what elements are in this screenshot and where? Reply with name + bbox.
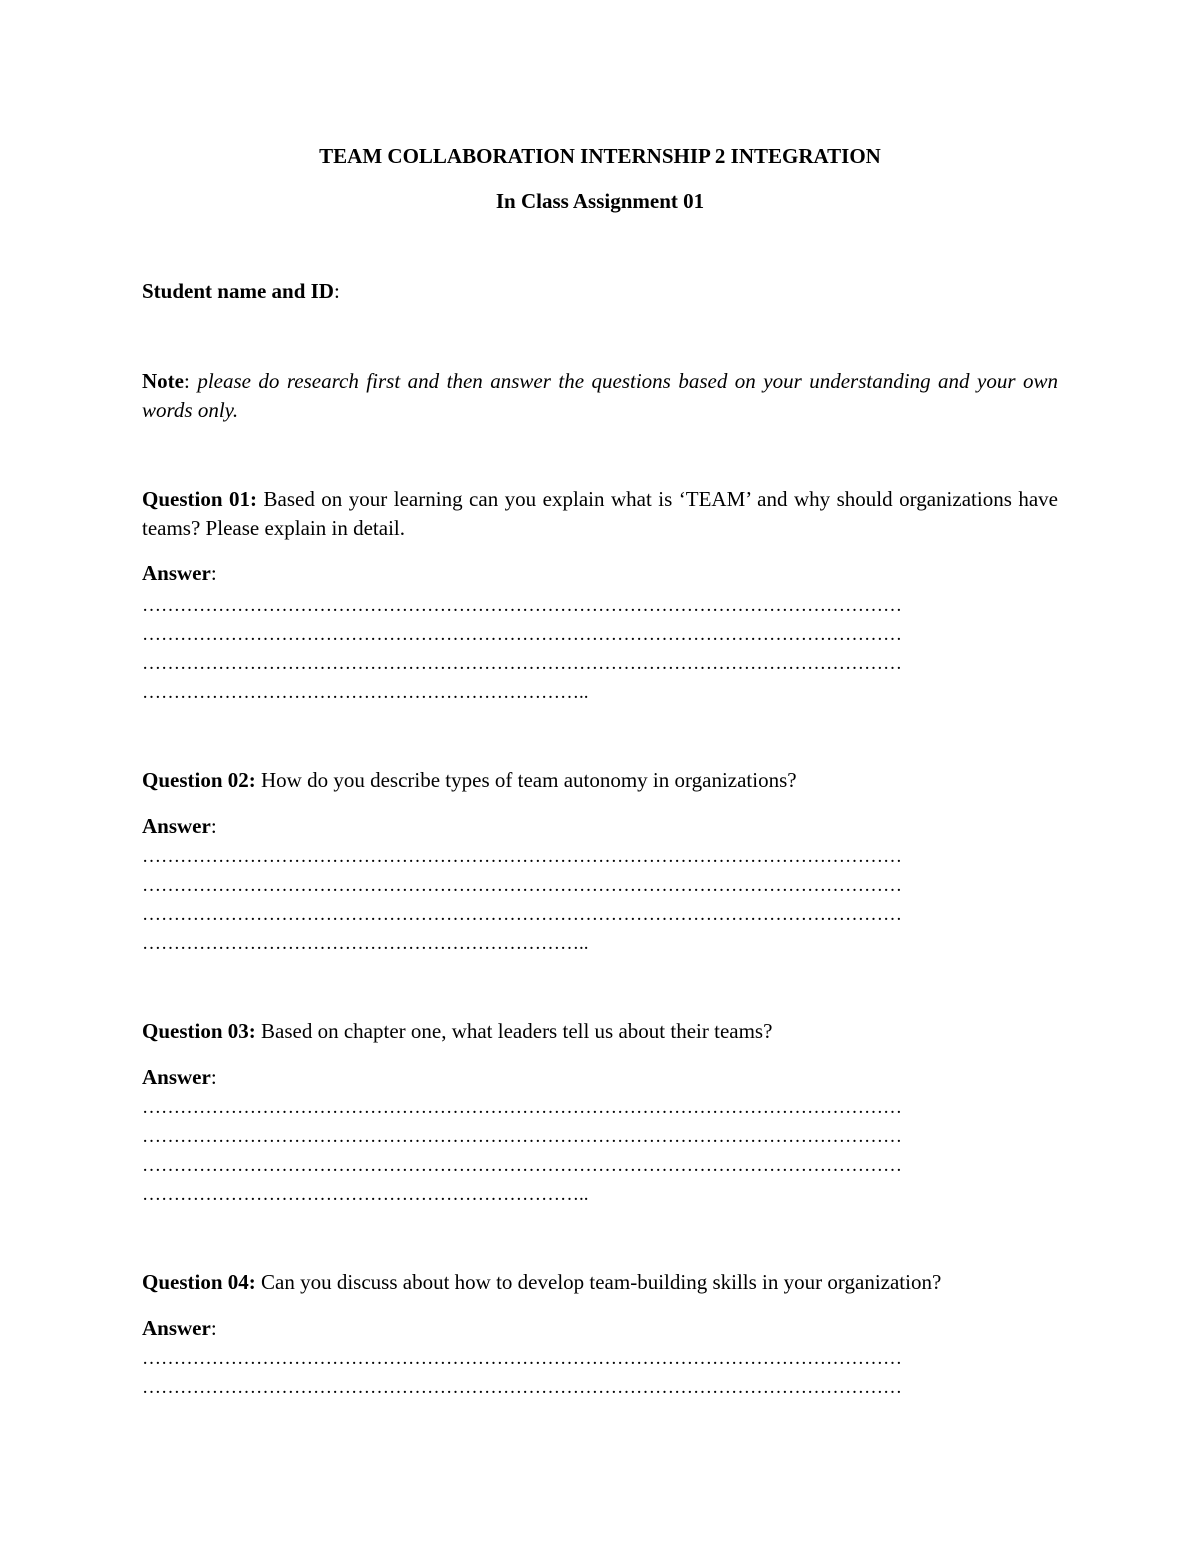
answer-dotted-line[interactable]: ………………………………………………………………………………………………………… — [142, 1156, 902, 1176]
document-title: TEAM COLLABORATION INTERNSHIP 2 INTEGRATION — [319, 144, 881, 168]
answer-dotted-line[interactable]: ………………………………………………………………………………………………………… — [142, 905, 902, 925]
student-name-id-colon: : — [333, 279, 340, 303]
note-colon: : — [183, 369, 190, 393]
question-label: Question 03: — [142, 1019, 256, 1043]
question-text: Based on your learning can you explain what is ‘TEAM’ and why should organizations have teams? Please explain in detail. — [142, 487, 1058, 540]
answer-colon: : — [210, 814, 217, 838]
answer-colon: : — [210, 1316, 217, 1340]
student-name-id-label: Student name and ID — [142, 279, 334, 303]
answer-dotted-line[interactable]: ………………………………………………………………………………………………………… — [142, 1098, 902, 1118]
answer-label-text: Answer — [142, 1065, 211, 1089]
note-label: Note — [142, 369, 184, 393]
note-text: please do research first and then answer the questions based on your understanding and your own words only. — [142, 369, 1059, 422]
answer-label-01 — [142, 561, 217, 586]
question-label: Question 02: — [142, 768, 256, 792]
question-label: Question 04: — [142, 1270, 256, 1294]
question-text: Can you discuss about how to develop team-building skills in your organization? — [261, 1270, 942, 1294]
question-text: Based on chapter one, what leaders tell us about their teams? — [261, 1019, 773, 1043]
answer-dotted-line[interactable]: ………………………………………………………………………………………………………… — [142, 847, 902, 867]
question-04 — [142, 1268, 1058, 1297]
document-subtitle: In Class Assignment 01 — [495, 189, 705, 213]
answer-dotted-line[interactable]: ………………………………………………………………………………………………………… — [142, 625, 902, 645]
question-03 — [142, 1017, 1058, 1046]
note-paragraph — [142, 367, 1058, 425]
answer-dotted-line[interactable]: …………………………………………………………….. — [142, 1185, 589, 1205]
answer-label-text: Answer — [142, 814, 211, 838]
answer-dotted-line[interactable]: …………………………………………………………….. — [142, 683, 589, 703]
answer-label-02 — [142, 814, 217, 839]
answer-colon: : — [210, 1065, 217, 1089]
answer-dotted-line[interactable]: ………………………………………………………………………………………………………… — [142, 1378, 902, 1398]
answer-dotted-line[interactable]: ………………………………………………………………………………………………………… — [142, 654, 902, 674]
answer-label-04 — [142, 1316, 217, 1341]
answer-dotted-line[interactable]: ………………………………………………………………………………………………………… — [142, 1349, 902, 1369]
answer-label-text: Answer — [142, 1316, 211, 1340]
answer-label-text: Answer — [142, 561, 211, 585]
answer-dotted-line[interactable]: ………………………………………………………………………………………………………… — [142, 1127, 902, 1147]
question-label: Question 01: — [142, 487, 257, 511]
question-text: How do you describe types of team autonomy in organizations? — [261, 768, 797, 792]
student-name-id-field — [142, 279, 1058, 304]
answer-dotted-line[interactable]: ………………………………………………………………………………………………………… — [142, 876, 902, 896]
answer-dotted-line[interactable]: ………………………………………………………………………………………………………… — [142, 596, 902, 616]
answer-label-03 — [142, 1065, 217, 1090]
answer-colon: : — [210, 561, 217, 585]
question-02 — [142, 766, 1058, 795]
answer-dotted-line[interactable]: …………………………………………………………….. — [142, 934, 589, 954]
question-01 — [142, 485, 1058, 543]
